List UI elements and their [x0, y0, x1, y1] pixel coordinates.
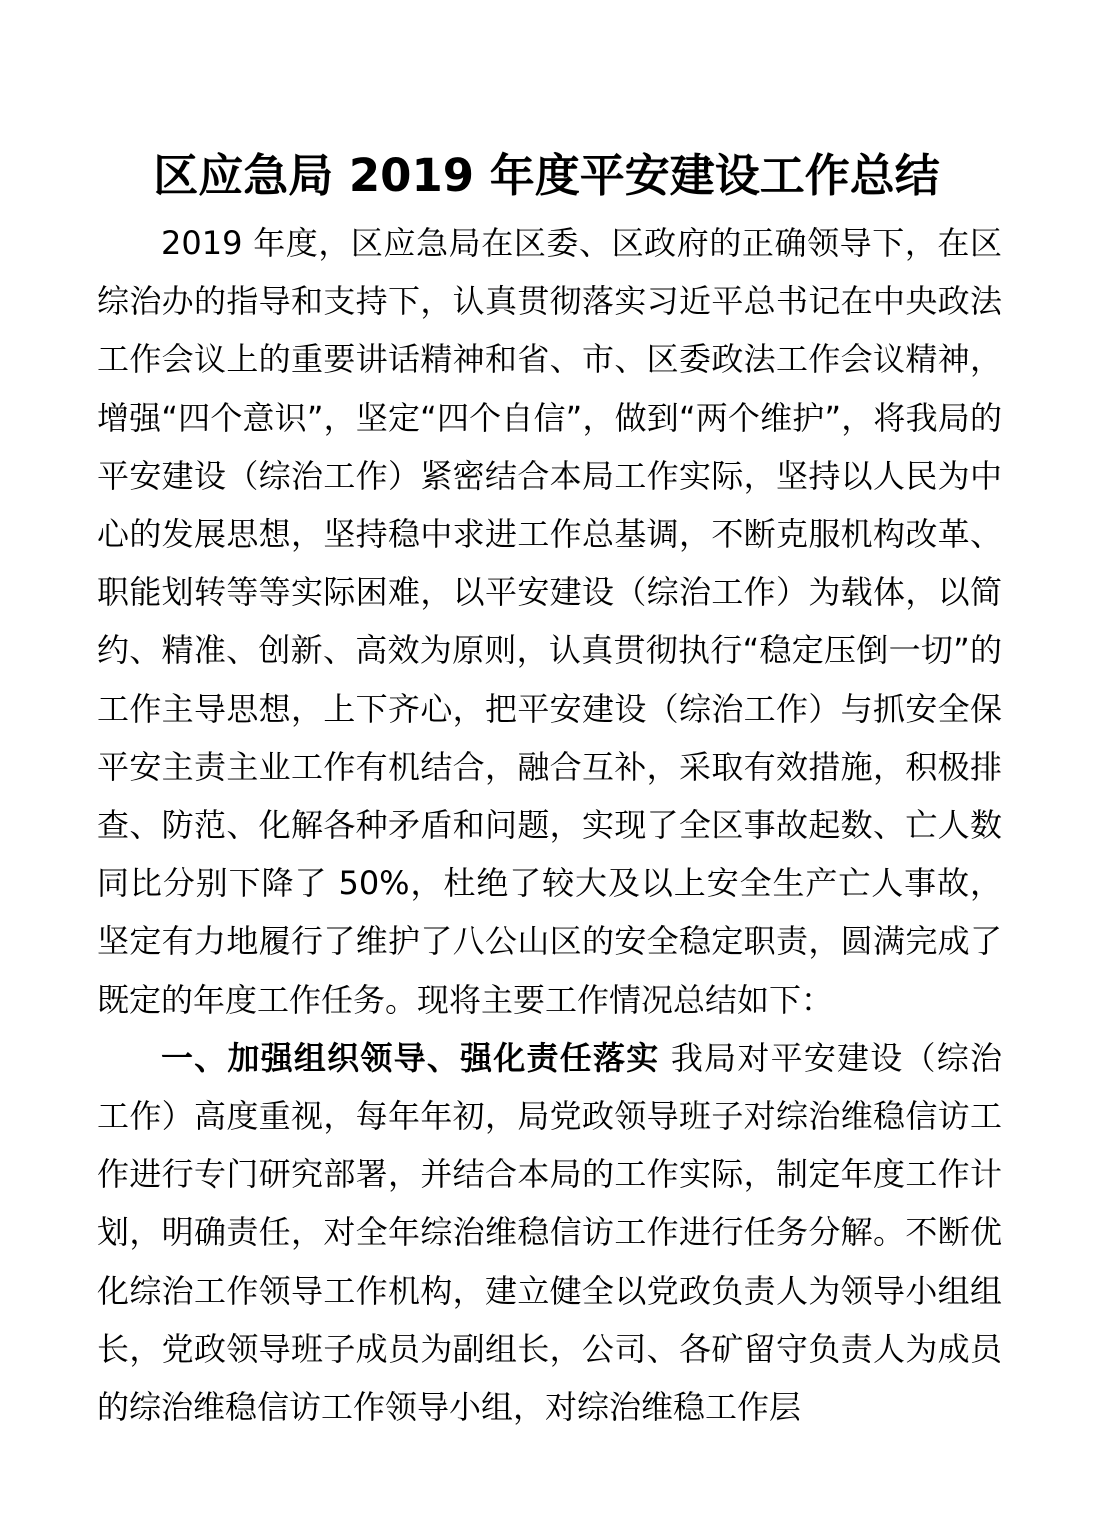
document-title: 区应急局 2019 年度平安建设工作总结: [153, 149, 940, 202]
section-1-heading: 一、加强组织领导、强化责任落实: [161, 1038, 660, 1077]
intro-paragraph-text: 2019 年度，区应急局在区委、区政府的正确领导下，在区综治办的指导和支持下，认真贯彻落实习近平总书记在中央政法工作会议上的重要讲话精神和省、市、区委政法工作会议精神，增强“四个意识”，坚定“四个自信”，做到“两个维护”，将我局的平安建设（综治工作）紧密结合本局工作实际，坚持以人民为中心的发展思想，坚持稳中求进工作总基调，不断克服机构改革、职能划转等等实际困难，以平安建设（综治工作）为载体，以简约、精准、创新、高效为原则，认真贯彻执行“稳定压倒一切”的工作主导思想，上下齐心，把平安建设（综治工作）与抓安全保平安主责主业工作有机结合，融合互补，采取有效措施，积极排查、防范、化解各种矛盾和问题，实现了全区事故起数、亡人数同比分别下降了 50%，杜绝了较大及以上安全生产亡人事故，坚定有力地履行了维护了八公山区的安全稳定职责，圆满完成了既定的年度工作任务。现将主要工作情况总结如下：: [97, 224, 1002, 1019]
intro-paragraph: [97, 214, 1002, 1029]
section-1-paragraph: [97, 1029, 1002, 1436]
section-1-text: 我局对平安建设（综治工作）高度重视，每年年初，局党政领导班子对综治维稳信访工作进行专门研究部署，并结合本局的工作实际，制定年度工作计划，明确责任，对全年综治维稳信访工作进行任务分解。不断优化综治工作领导工作机构，建立健全以党政负责人为领导小组组长，党政领导班子成员为副组长，公司、各矿留守负责人为成员的综治维稳信访工作领导小组，对综治维稳工作层: [97, 1038, 1002, 1427]
document-body: [97, 214, 1002, 1436]
